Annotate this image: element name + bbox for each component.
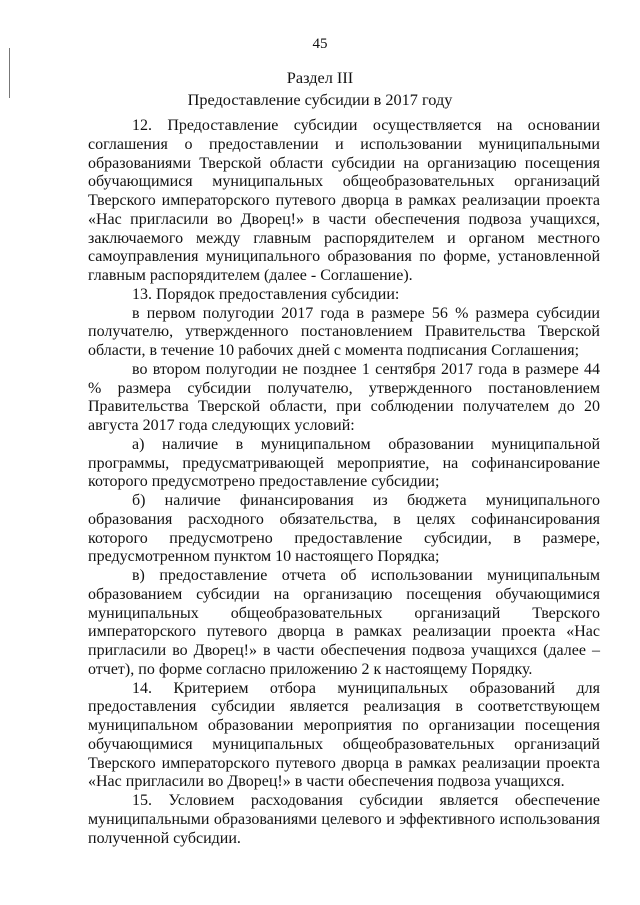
paragraph-15: 15. Условием расходования субсидии является обеспечение муниципальными образованиями целевого и эффективного использования полученной субсидии.	[88, 792, 600, 847]
paragraph-12: 12. Предоставление субсидии осуществляется на основании соглашения о предоставлении и использовании муниципальными образованиями Тверской области субсидии на организацию посещения обучающимися муниципальных общеобразовательных организаций Тверского императорского путевого дворца в рамках реализации проекта «Нас пригласили во Дворец!» в части обеспечения подвоза учащихся, заключаемого между главным распорядителем и органом местного самоуправления муниципального образования по форме, установленной главным распорядителем (далее - Соглашение).	[88, 117, 600, 284]
section-title: Предоставление субсидии в 2017 году	[187, 90, 453, 109]
section-heading: Раздел III	[286, 68, 354, 87]
paragraph-13-second-half: во втором полугодии не позднее 1 сентября 2017 года в размере 44 % размера субсидии получателю, утвержденного постановлением Правительства Тверской области, при соблюдении получателем до 20 августа 2017 года следующих условий:	[88, 360, 600, 434]
document-body	[88, 117, 600, 848]
condition-b: б) наличие финансирования из бюджета муниципального образования расходного обязательства, в целях софинансирования которого предусмотрено предоставление субсидии, в размере, предусмотренном пунктом 10 настоящего Порядка;	[88, 492, 600, 566]
paragraph-14: 14. Критерием отбора муниципальных образований для предоставления субсидии является реализация в соответствующем муниципальном образовании мероприятия по организации посещения обучающимися муниципальных общеобразовательных организаций Тверского императорского путевого дворца в рамках реализации проекта «Нас пригласили во Дворец!» в части обеспечения подвоза учащихся.	[88, 679, 600, 791]
paragraph-13-first-half: в первом полугодии 2017 года в размере 56 % размера субсидии получателю, утвержденного постановлением Правительства Тверской области, в течение 10 рабочих дней с момента подписания Соглашения;	[88, 304, 600, 359]
page-number: 45	[312, 36, 328, 52]
condition-v: в) предоставление отчета об использовании муниципальным образованием субсидии на организацию посещения обучающимися муниципальных общеобразовательных организаций Тверского императорского путевого дворца в рамках реализации проекта «Нас пригласили во Дворец!» в части обеспечения подвоза учащихся (далее – отчет), по форме согласно приложению 2 к настоящему Порядку.	[88, 567, 600, 678]
paragraph-13: 13. Порядок предоставления субсидии:	[132, 285, 400, 303]
condition-a: а) наличие в муниципальном образовании муниципальной программы, предусматривающей мероприятие, на софинансирование которого предусмотрено предоставление субсидии;	[88, 435, 600, 491]
